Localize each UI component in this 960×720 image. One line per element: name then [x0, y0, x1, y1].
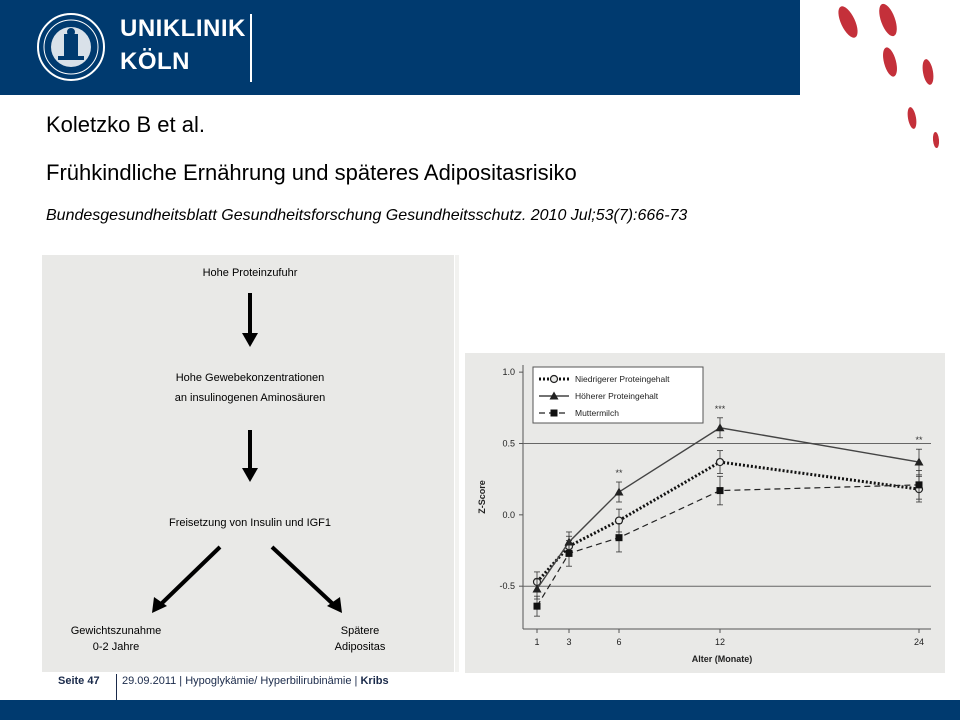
arrow-down-left-icon: [152, 547, 220, 613]
flowchart: [42, 255, 454, 672]
outcome-right-line-1: Spätere: [340, 625, 380, 637]
outcome-left-line-2: 0-2 Jahre: [92, 641, 140, 653]
university-seal-icon: [36, 12, 106, 82]
series-muttermilch-line: [537, 485, 919, 606]
series-h-herer-proteingehalt-line: [537, 428, 919, 589]
footer: [0, 672, 960, 700]
brand-line-2: KÖLN: [120, 48, 190, 75]
y-tick-label: -0.5: [499, 581, 515, 592]
legend-label: Muttermilch: [575, 408, 619, 418]
series-niedrigerer-proteingehalt-line: [537, 462, 919, 582]
footer-meta: [122, 675, 389, 687]
y-tick-label: 0.0: [502, 509, 515, 520]
flow-step-2-line-2: an insulinogenen Aminosäuren: [174, 392, 326, 404]
series-h-herer-proteingehalt-point: [615, 488, 624, 496]
flow-step-1: Hohe Proteinzufuhr: [202, 267, 298, 279]
arrow-down-icon: [242, 430, 258, 482]
x-tick-label: 12: [714, 637, 726, 647]
brand-separator: [250, 14, 252, 82]
significance-annotation: **: [615, 468, 623, 479]
series-muttermilch-point: [916, 481, 923, 488]
legend-label: Höherer Proteingehalt: [575, 391, 659, 401]
footer-bar: [0, 700, 960, 720]
series-niedrigerer-proteingehalt-point: [616, 517, 623, 524]
significance-annotation: ***: [714, 403, 726, 414]
page-number: Seite 47: [58, 675, 100, 687]
footer-date-topic: 29.09.2011 | Hypoglykämie/ Hyperbilirubinämie |: [122, 675, 361, 687]
article-title: Frühkindliche Ernährung und späteres Adipositasrisiko: [46, 160, 577, 185]
legend-marker: [551, 410, 558, 417]
journal-citation: Bundesgesundheitsblatt Gesundheitsforschung Gesundheitsschutz. 2010 Jul;53(7):666-73: [46, 207, 688, 224]
brand-line-1: UNIKLINIK: [120, 15, 246, 42]
outcome-right-line-2: Adipositas: [334, 641, 386, 653]
y-axis-label: Z-Score: [477, 480, 487, 514]
x-tick-label: 3: [566, 637, 572, 647]
arrow-down-right-icon: [272, 547, 342, 613]
zscore-line-chart: [465, 353, 945, 673]
flow-step-3: Freisetzung von Insulin und IGF1: [168, 517, 332, 529]
legend-label: Niedrigerer Proteingehalt: [575, 374, 670, 384]
outcome-left-line-1: Gewichtszunahme: [70, 625, 162, 637]
footprints-icon: [820, 0, 960, 160]
x-axis-label: Alter (Monate): [691, 654, 753, 664]
series-muttermilch-point: [717, 487, 724, 494]
series-niedrigerer-proteingehalt-point: [717, 459, 724, 466]
flowchart-panel-edge: [455, 255, 459, 672]
x-tick-label: 1: [534, 637, 540, 647]
legend-marker: [551, 376, 558, 383]
brand-logo-text[interactable]: [120, 12, 246, 78]
significance-annotation: **: [915, 435, 923, 446]
y-tick-label: 0.5: [502, 438, 515, 449]
flow-step-2-line-1: Hohe Gewebekonzentrationen: [175, 372, 325, 384]
y-tick-label: 1.0: [502, 367, 515, 378]
arrow-down-icon: [242, 293, 258, 347]
x-tick-label: 6: [616, 637, 622, 647]
footer-author: Kribs: [360, 675, 389, 687]
series-muttermilch-point: [534, 603, 541, 610]
author-line: Koletzko B et al.: [46, 112, 205, 137]
x-tick-label: 24: [913, 637, 925, 647]
series-h-herer-proteingehalt-point: [716, 423, 725, 431]
series-muttermilch-point: [566, 550, 573, 557]
series-muttermilch-point: [616, 534, 623, 541]
